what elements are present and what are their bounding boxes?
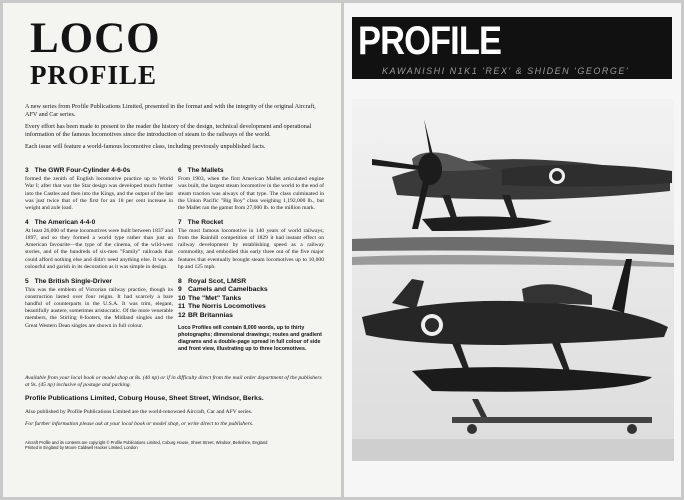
availability-note: Available from your local book or model shop at 8s. (40 np) or if in difficulty direct from the mail order department of the publishers at 9s. (45 np) inclusive of postage and packing.	[25, 375, 322, 389]
loco-profile-logo	[30, 17, 161, 89]
list-label: The Norris Locomotives	[188, 303, 266, 311]
list-label: The "Met" Tanks	[188, 294, 242, 302]
issue-number: 5	[25, 277, 29, 285]
left-page	[3, 3, 341, 497]
issue-description: formed the zenith of English locomotive practice up to World War I; after that war the Star design was developed much further into the Castles and then into the Kings, and the output of the last was just twice that of the first for an 18 per cent increase in weight and axle load.	[25, 176, 173, 211]
list-number: 10	[178, 294, 186, 302]
issue-heading	[178, 219, 324, 227]
copyright-footer	[25, 440, 323, 451]
footer-printer-line: Printed in England by Moore Caldwell Hacker Limited, London	[25, 445, 138, 451]
logo-line-loco: LOCO	[30, 15, 161, 62]
issue-item	[25, 278, 173, 330]
issue-heading	[25, 167, 173, 175]
issue-heading	[25, 278, 173, 286]
list-item	[178, 295, 324, 303]
issue-description: The most famous locomotive in 140 years of world railways; from the Rainhill competition of 1829 it had instant effect on railway development by establishing speed as a railway commodity, and embodied this early three out of the five major features that eventually brought steam locomotives up to 10,000 hp and 125 mph.	[178, 228, 324, 270]
intro-paragraph: A new series from Profile Publications Limited, presented in the format and with the integrity of the original Aircraft, AFV and Car series.	[25, 103, 316, 118]
aircraft-photograph	[352, 99, 674, 461]
issue-item	[25, 219, 173, 271]
list-number: 9	[178, 286, 182, 294]
list-label: Camels and Camelbacks	[188, 286, 268, 294]
issue-title: The Mallets	[187, 167, 224, 174]
issue-number: 4	[25, 218, 29, 226]
list-item	[178, 303, 324, 311]
issue-description: This was the emblem of Victorian railway practice, though its construction lasted over four reigns. It had scarcely a bare handful of counterparts in the U.S.A. It was trim, elegant, beautifully austere, sometimes aristocratic. Of the more venerable members, the Stirling 8-footers, the Midland singles and the Great Western Dean singles are shown in full colour.	[25, 287, 173, 329]
issue-title: The British Single-Driver	[34, 277, 112, 285]
profile-banner	[352, 17, 672, 79]
issue-number: 3	[25, 167, 29, 174]
issue-description: At least 26,000 of these locomotives were built between 1837 and 1897, and so they formed a world type rather than just an American favourite—the type of the cinema, of the wild-west stories, and of the hundreds of six-men "Family" railroads that could afford nothing else and didn't need anything else. It was as colourful and garish in its decoration as it was simple in design.	[25, 228, 173, 270]
issues-column-right	[178, 167, 324, 353]
logo-line-profile: PROFILE	[30, 60, 158, 90]
intro-paragraph: Every effort has been made to present to the reader the history of the design, technical development and operational information of the famous locomotives since the introduction of steam to the railways of the world.	[25, 122, 312, 138]
further-info-note: For further information please ask at your local book or model shop, or write direct to the publishers.	[25, 421, 254, 427]
intro-text	[25, 103, 323, 155]
also-published-note: Also published by Profile Publications Limited are the world-renowned Aircraft, Car and AFV series.	[25, 409, 253, 415]
contents-note: Loco Profiles will contain 8,000 words, up to thirty photographs; dimensional drawings; routes and gradient diagrams and a double-page spread in full colour of side and front view, illustrating up to three locomotives.	[178, 325, 322, 352]
issue-title: The American 4-4-0	[34, 218, 96, 226]
publisher-address: Profile Publications Limited, Coburg House, Sheet Street, Windsor, Berks.	[25, 395, 264, 402]
intro-paragraph: Each issue will feature a world-famous locomotive class, including previously unpublished facts.	[25, 142, 266, 150]
right-page	[344, 3, 681, 497]
issue-number: 7	[178, 218, 182, 226]
footer-copyright-line: Aircraft Profile and its contents are copyright © Profile Publications Limited, Coburg House, Sheet Street, Windsor, Berkshire, England	[25, 440, 268, 445]
banner-title: PROFILE	[358, 19, 502, 63]
upcoming-issues-list	[178, 278, 324, 320]
banner-subtitle: KAWANISHI N1K1 'REX' & SHIDEN 'GEORGE'	[382, 66, 630, 76]
issues-column-left	[25, 167, 173, 337]
list-label: BR Britannias	[188, 311, 233, 319]
list-number: 12	[178, 311, 186, 319]
issue-title: The GWR Four-Cylinder 4-6-0s	[34, 167, 131, 174]
issue-title: The Rocket	[187, 218, 224, 226]
issue-item	[25, 167, 173, 212]
list-label: Royal Scot, LMSR	[188, 277, 247, 285]
list-item	[178, 286, 324, 294]
list-item	[178, 312, 324, 320]
list-item	[178, 278, 324, 286]
issue-item	[178, 167, 324, 212]
issue-heading	[178, 167, 324, 175]
list-number: 11	[178, 303, 186, 311]
issue-item	[178, 219, 324, 271]
issue-heading	[25, 219, 173, 227]
list-number: 8	[178, 277, 182, 285]
issue-description: From 1903, when the first American Mallet articulated engine was built, the largest steam locomotive in the world to the end of steam traction was always of that type. The class culminated in the Union Pacific "Big Boy" class weighing 1,192,000 lb., but the Mallet ran the gamut from 27,000 lb. to the million mark.	[178, 176, 324, 211]
issue-number: 6	[178, 167, 182, 174]
